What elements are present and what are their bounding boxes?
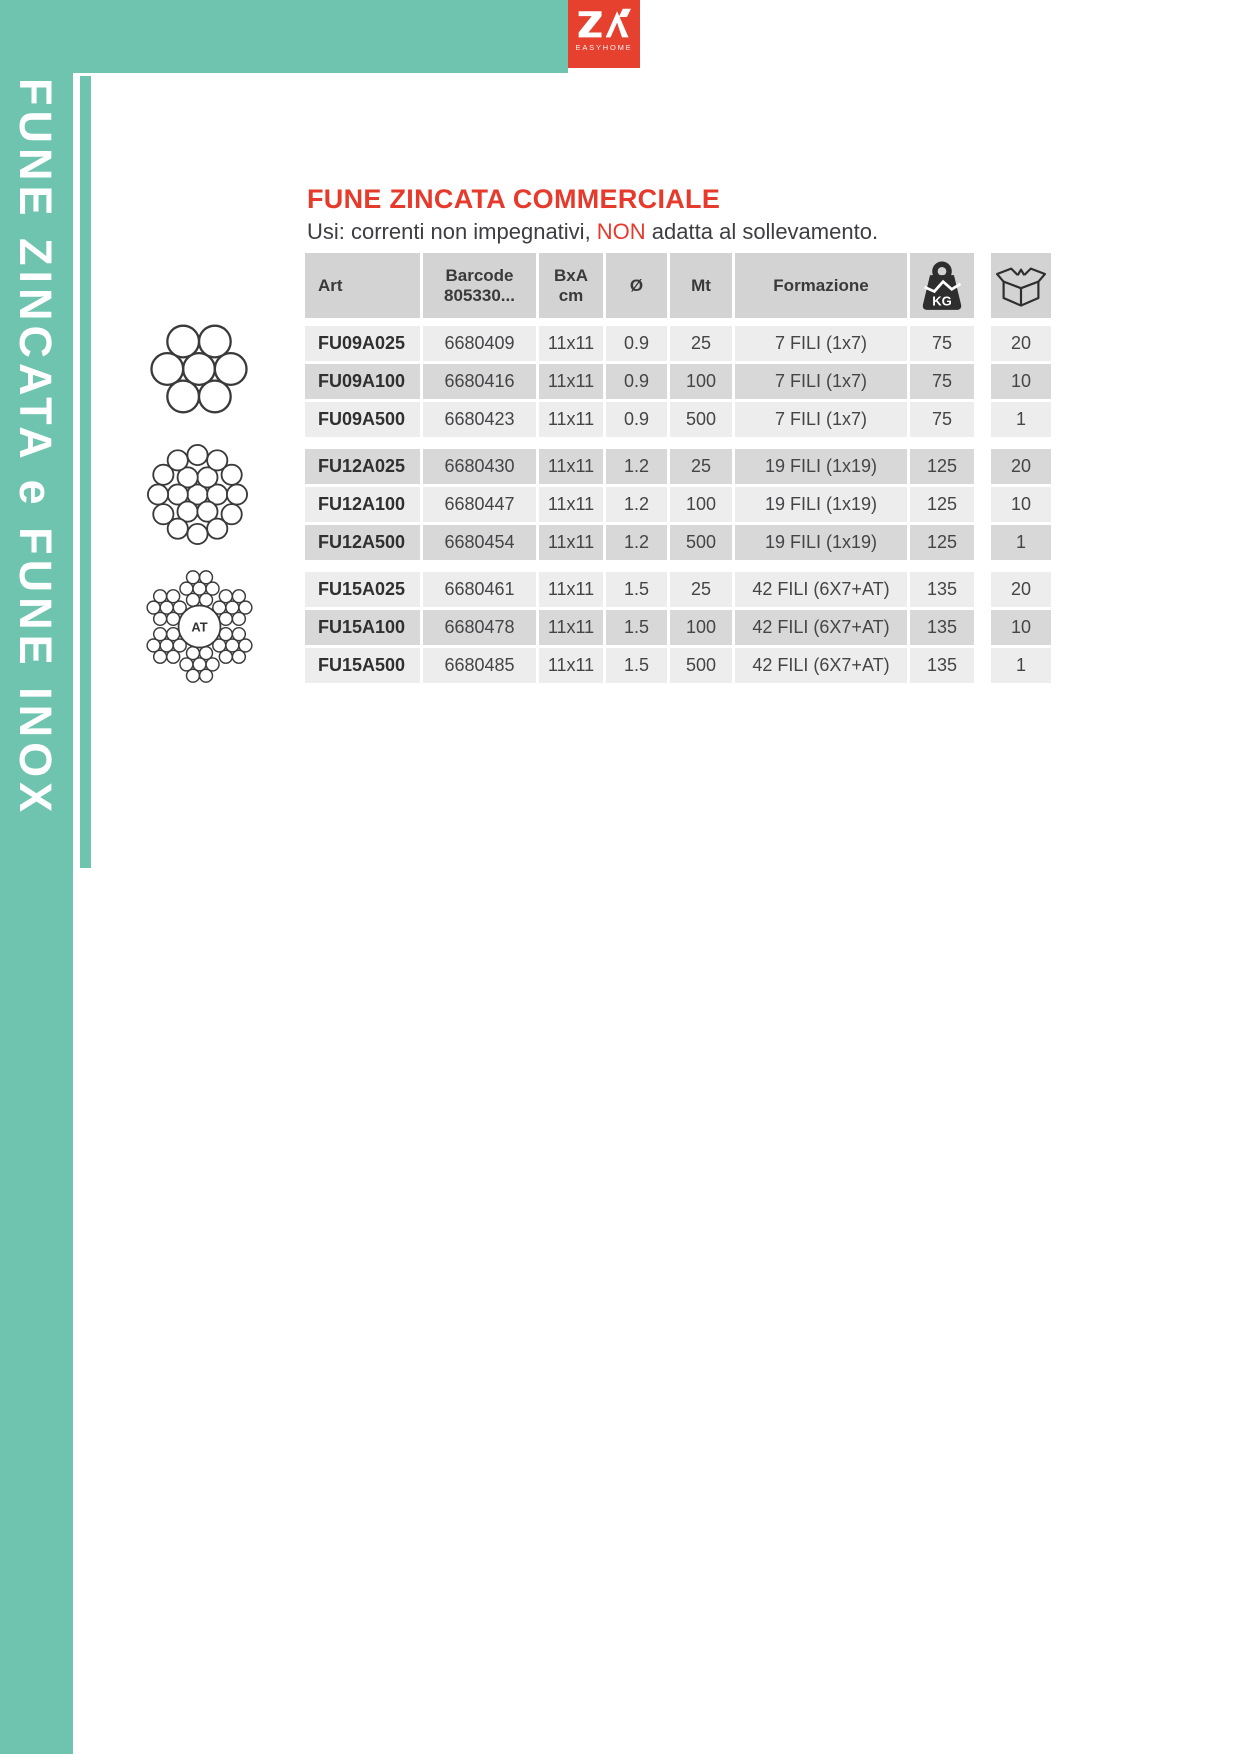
cell-art: FU12A100 <box>305 487 420 522</box>
cell-mt: 500 <box>670 648 732 683</box>
cell-art: FU09A500 <box>305 402 420 437</box>
table-row <box>305 648 1051 683</box>
cell-kg: 125 <box>910 449 974 484</box>
product-table <box>305 253 1051 695</box>
kg-badge-label: KG <box>932 293 952 309</box>
table-group-fu09 <box>305 326 1051 437</box>
cell-diameter: 1.5 <box>606 572 667 607</box>
cell-art: FU15A025 <box>305 572 420 607</box>
cell-kg: 135 <box>910 648 974 683</box>
col-header-weight <box>910 253 974 318</box>
cell-box-qty: 1 <box>991 648 1051 683</box>
table-row <box>305 525 1051 560</box>
cell-art: FU09A100 <box>305 364 420 399</box>
cell-box-qty: 20 <box>991 449 1051 484</box>
cell-bxa: 11x11 <box>539 364 603 399</box>
cell-mt: 100 <box>670 364 732 399</box>
subtitle-text: Usi: correnti non impegnativi, <box>307 219 597 244</box>
cell-box-qty: 1 <box>991 525 1051 560</box>
cell-kg: 75 <box>910 402 974 437</box>
cell-barcode: 6680409 <box>423 326 536 361</box>
table-row <box>305 364 1051 399</box>
cell-barcode: 6680478 <box>423 610 536 645</box>
sidebar-accent-strip <box>80 76 91 868</box>
table-group-fu15 <box>305 572 1051 683</box>
cell-diameter: 1.2 <box>606 525 667 560</box>
open-box-icon <box>996 264 1046 308</box>
cell-bxa: 11x11 <box>539 525 603 560</box>
cell-bxa: 11x11 <box>539 610 603 645</box>
cell-formazione: 42 FILI (6X7+AT) <box>735 648 907 683</box>
cell-diameter: 1.5 <box>606 610 667 645</box>
top-teal-band <box>0 0 568 73</box>
logo-easyhome-label: EASYHOME <box>575 43 633 52</box>
wire-diagram-42-fili-at <box>139 566 260 692</box>
col-header-mt: Mt <box>670 253 732 318</box>
cell-mt: 500 <box>670 402 732 437</box>
cell-art: FU15A500 <box>305 648 420 683</box>
cell-mt: 25 <box>670 326 732 361</box>
wire-diagram-19-fili <box>147 444 248 550</box>
cell-formazione: 19 FILI (1x19) <box>735 449 907 484</box>
cell-mt: 100 <box>670 610 732 645</box>
cell-formazione: 7 FILI (1x7) <box>735 364 907 399</box>
table-row <box>305 402 1051 437</box>
table-row <box>305 610 1051 645</box>
col-header-barcode: Barcode 805330... <box>423 253 536 318</box>
cell-kg: 125 <box>910 487 974 522</box>
cell-box-qty: 10 <box>991 487 1051 522</box>
subtitle-text: adatta al sollevamento. <box>645 219 879 244</box>
cell-kg: 135 <box>910 572 974 607</box>
cell-box-qty: 20 <box>991 572 1051 607</box>
table-row <box>305 449 1051 484</box>
cell-diameter: 0.9 <box>606 364 667 399</box>
cell-art: FU09A025 <box>305 326 420 361</box>
cell-barcode: 6680423 <box>423 402 536 437</box>
cell-formazione: 7 FILI (1x7) <box>735 402 907 437</box>
cell-kg: 75 <box>910 364 974 399</box>
table-row <box>305 572 1051 607</box>
table-group-fu12 <box>305 449 1051 560</box>
cell-diameter: 0.9 <box>606 402 667 437</box>
cell-barcode: 6680447 <box>423 487 536 522</box>
sidebar-vertical-title: FUNE ZINCATA e FUNE INOX <box>10 78 61 818</box>
wire-diagram-7-fili <box>149 321 249 422</box>
cell-diameter: 1.2 <box>606 487 667 522</box>
cell-mt: 100 <box>670 487 732 522</box>
cell-barcode: 6680416 <box>423 364 536 399</box>
col-header-package <box>991 253 1051 318</box>
col-header-formazione: Formazione <box>735 253 907 318</box>
cell-box-qty: 20 <box>991 326 1051 361</box>
cell-diameter: 1.2 <box>606 449 667 484</box>
cell-formazione: 42 FILI (6X7+AT) <box>735 610 907 645</box>
cell-art: FU12A500 <box>305 525 420 560</box>
cell-formazione: 42 FILI (6X7+AT) <box>735 572 907 607</box>
cell-mt: 500 <box>670 525 732 560</box>
cell-diameter: 1.5 <box>606 648 667 683</box>
cell-bxa: 11x11 <box>539 449 603 484</box>
brand-logo <box>568 0 640 68</box>
page-title: FUNE ZINCATA COMMERCIALE <box>307 184 721 214</box>
col-header-diameter: Ø <box>606 253 667 318</box>
col-header-bxa: BxA cm <box>539 253 603 318</box>
cell-diameter: 0.9 <box>606 326 667 361</box>
za-logo-icon <box>577 7 631 40</box>
cell-box-qty: 10 <box>991 610 1051 645</box>
table-row <box>305 326 1051 361</box>
cell-bxa: 11x11 <box>539 326 603 361</box>
cell-art: FU15A100 <box>305 610 420 645</box>
cell-box-qty: 1 <box>991 402 1051 437</box>
cell-mt: 25 <box>670 572 732 607</box>
sidebar <box>0 0 73 1754</box>
cell-art: FU12A025 <box>305 449 420 484</box>
cell-barcode: 6680485 <box>423 648 536 683</box>
cell-formazione: 19 FILI (1x19) <box>735 525 907 560</box>
cell-bxa: 11x11 <box>539 572 603 607</box>
cell-barcode: 6680430 <box>423 449 536 484</box>
cell-formazione: 19 FILI (1x19) <box>735 487 907 522</box>
at-core-label: AT <box>191 619 208 635</box>
cell-kg: 135 <box>910 610 974 645</box>
table-row <box>305 487 1051 522</box>
cell-barcode: 6680461 <box>423 572 536 607</box>
cell-bxa: 11x11 <box>539 648 603 683</box>
table-header-row <box>305 253 1051 318</box>
page-subtitle <box>307 219 878 245</box>
subtitle-highlight: NON <box>596 219 646 244</box>
kg-weight-icon <box>920 261 964 311</box>
cell-bxa: 11x11 <box>539 487 603 522</box>
cell-kg: 75 <box>910 326 974 361</box>
col-header-art: Art <box>305 253 420 318</box>
cell-barcode: 6680454 <box>423 525 536 560</box>
cell-bxa: 11x11 <box>539 402 603 437</box>
cell-formazione: 7 FILI (1x7) <box>735 326 907 361</box>
cell-box-qty: 10 <box>991 364 1051 399</box>
cell-kg: 125 <box>910 525 974 560</box>
cell-mt: 25 <box>670 449 732 484</box>
